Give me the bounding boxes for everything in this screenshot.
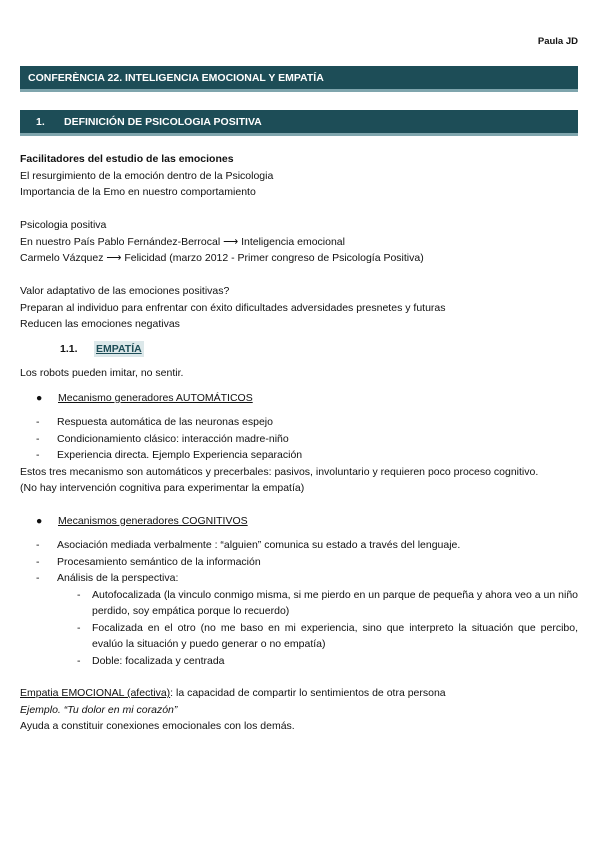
author-name: Paula JD	[537, 36, 578, 47]
sub-list-item: - Focalizada en el otro (no me baso en mi experiencia, sino que interpreto la situación que percibo, evalúo la situación y puedo generar o no empatía)	[77, 621, 578, 650]
text-line: Carmelo Vázquez ⟶ Felicidad (marzo 2012 - Primer congreso de Psicología Positiva)	[20, 252, 424, 264]
emotional-empathy-text: : la capacidad de compartir lo sentimientos de otra persona	[170, 687, 446, 699]
sub-list-item: - Doble: focalizada y centrada	[77, 654, 225, 667]
section-title: DEFINICIÓN DE PSICOLOGIA POSITIVA	[64, 115, 262, 128]
emotional-empathy-definition	[20, 685, 580, 702]
list-item: - Experiencia directa. Ejemplo Experiencia separación	[36, 449, 303, 461]
text-line: Psicologia positiva	[20, 219, 107, 231]
text-line: Los robots pueden imitar, no sentir.	[20, 367, 184, 379]
bullet-heading-automatic	[36, 390, 580, 407]
list-item: - Asociación mediada verbalmente : “alguien” comunica su estado a través del lenguaje.	[36, 539, 461, 551]
example-line: Ejemplo. “Tu dolor en mi corazón”	[20, 703, 178, 716]
text-line: Valor adaptativo de las emociones positivas?	[20, 285, 230, 297]
section-heading-bar	[20, 110, 578, 136]
section-number: 1.	[36, 115, 45, 128]
text-line: Reducen las emociones negativas	[20, 318, 180, 330]
text-line: En nuestro País Pablo Fernández-Berrocal ⟶ Inteligencia emocional	[20, 235, 345, 248]
text-line: (No hay intervención cognitiva para experimentar la empatía)	[20, 482, 305, 494]
subsection-title: EMPATÍA	[94, 341, 144, 358]
list-item: - Condicionamiento clásico: interacción madre-niño	[36, 432, 289, 445]
conference-title-bar	[20, 66, 578, 92]
bullet-heading-cognitive	[36, 513, 580, 530]
facilitators-heading: Facilitadores del estudio de las emociones	[20, 153, 234, 165]
text-line: Estos tres mecanismo son automáticos y precerbales: pasivos, involuntario y requieren poco proceso cognitivo.	[20, 465, 539, 478]
text-line: Importancia de la Emo en nuestro comportamiento	[20, 186, 256, 198]
bullet-icon: ●	[36, 391, 43, 404]
automatic-title: Mecanismo generadores AUTOMÁTICOS	[58, 391, 253, 404]
text-line: El resurgimiento de la emoción dentro de la Psicologia	[20, 169, 274, 182]
conference-title: CONFERÈNCIA 22. INTELIGENCIA EMOCIONAL Y EMPATÍA	[28, 71, 324, 84]
text-line: Ayuda a constituir conexiones emocionales con los demás.	[20, 720, 295, 732]
list-item: - Procesamiento semántico de la información	[36, 555, 261, 568]
list-item: - Respuesta automática de las neuronas espejo	[36, 416, 273, 428]
subsection-heading	[60, 341, 580, 358]
sub-list-item: - Autofocalizada (la vinculo conmigo misma, si me pierdo en un parque de pequeña y ahora veo a un niño perdido, soy empática porque lo recuerdo)	[77, 588, 578, 617]
emotional-empathy-term: Empatia EMOCIONAL (afectiva)	[20, 687, 171, 699]
bullet-icon: ●	[36, 514, 43, 527]
list-item: - Análisis de la perspectiva:	[36, 572, 179, 584]
text-line: Preparan al individuo para enfrentar con éxito dificultades adversidades presnetes y futuras	[20, 301, 446, 314]
document-body	[20, 151, 580, 735]
subsection-number: 1.1.	[60, 342, 78, 355]
cognitive-title: Mecanismos generadores COGNITIVOS	[58, 514, 248, 527]
